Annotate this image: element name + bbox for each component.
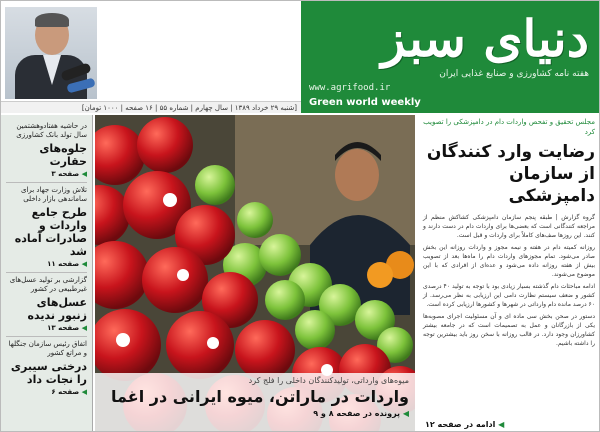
sidebar-page-link[interactable]: ◀ صفحه ۱۱ — [6, 260, 87, 268]
masthead-teaser-box — [1, 1, 301, 101]
photo-kicker: میوه‌های وارداتی، تولیدکنندگان داخلی را فلج کرد — [248, 376, 409, 385]
sidebar-kicker: گزارشی بر تولید عسل‌های غیرطبیعی در کشور — [9, 276, 87, 293]
minister-photo[interactable] — [5, 7, 97, 99]
sidebar-page-link[interactable]: ◀ صفحه ۳ — [6, 170, 87, 178]
photo-caption[interactable] — [95, 373, 415, 432]
photo-headline: واردات در ماراتن، میوه ایرانی در اغما — [111, 387, 409, 406]
dateline: [شنبه ۲۹ خرداد ۱۳۸۹ | سال چهارم | شماره ۵۵ | ۱۶ صفحه | ۱۰۰۰ تومان] — [1, 101, 301, 113]
story-paragraph: دستور در صحن بخش سی ماده ای و آن مسئولیت اجرای مصوبه‌ها یکی از بازرگانان و عمل به تصمیمات است که در جامعه بیشتر کشاورزان وجود دارد. در قالب روزانه با سخن روز باید بیشترین توجه را داشته باشیم. — [423, 313, 595, 347]
sidebar-headline: طرح جامع واردات و صادرات آماده شد — [14, 206, 87, 258]
story-headline: رضایت وارد کنندگان از سازمان دامپزشکی — [426, 142, 595, 206]
sidebar-kicker: در حاشیه هفتادوهشتمین سال تولد بانک کشاورزی — [16, 122, 87, 139]
story-paragraph: روزانه کمیته دام در هفته و نیمه مجوز و واردات روزانه این بخش صادر می‌شود. تمام مجوزهای واردات دام را ماه‌ها بعد از تصویب بیش از هفته روزانه داده می‌شود و عده‌ای از افرادی که با این موضوع می‌شوند. — [423, 244, 595, 278]
sidebar-item[interactable] — [6, 273, 87, 337]
photo-page-link[interactable]: ◀ پرونده در صفحه ۸ و ۹ — [101, 409, 409, 418]
website-url[interactable]: www.agrifood.ir — [309, 83, 391, 93]
sidebar — [1, 115, 93, 432]
vendor-head — [335, 149, 379, 201]
sidebar-headline: عسل‌های زنبور ندیده — [27, 296, 87, 322]
english-title: Green world weekly — [309, 97, 421, 108]
story-paragraph: گروه گزارش | طبقه پنجم سازمان دامپزشکی کشاکش منظم از مراجعه کنندگانی است که بعضی‌ها برای واردات دام در دست دارند و کنند. این روزها صف‌های کاملاً برای واردات و قبل است. — [423, 214, 595, 239]
sidebar-kicker: تلاش وزارت جهاد برای ساماندهی بازار داخلی — [20, 186, 87, 203]
story-paragraph: ادامه مباحثات دام گذشته بسیار زیادی بود با توجه به تولید ۴۰ درصدی کشور و ضعف سیستم نظارت دامی این ارزیابی به نظر می‌رسد. از ۶۰ درصد مانده دام وارداتی در شهرها و کشورها ارزیابی کرده است. — [423, 283, 595, 308]
sidebar-headline: درختی سیبری را نجات داد — [10, 360, 87, 386]
masthead — [1, 1, 600, 113]
sidebar-item[interactable] — [6, 119, 87, 183]
sidebar-item[interactable] — [6, 183, 87, 273]
portrait-hair — [35, 13, 69, 27]
story-body — [423, 213, 595, 348]
main-story[interactable] — [419, 115, 599, 432]
masthead-banner — [301, 1, 600, 113]
newspaper-logo[interactable]: دنیای سبز — [381, 9, 589, 68]
sidebar-item[interactable] — [6, 337, 87, 400]
story-kicker: مجلس تحقیق و تفحص واردات دام در دامپزشکی را تصویب کرد — [423, 118, 595, 136]
story-continue-link[interactable]: ◀ ادامه در صفحه ۱۲ — [425, 420, 504, 429]
sidebar-kicker: اتفاق رئیس سازمان جنگلها و مراتع کشور — [8, 340, 87, 357]
sidebar-page-link[interactable]: ◀ صفحه ۱۳ — [6, 324, 87, 332]
newspaper-tagline: هفته نامه کشاورزی و صنایع غذایی ایران — [439, 69, 589, 79]
sidebar-headline: جلوه‌های حقارت — [39, 142, 87, 168]
sidebar-page-link[interactable]: ◀ صفحه ۶ — [6, 388, 87, 396]
